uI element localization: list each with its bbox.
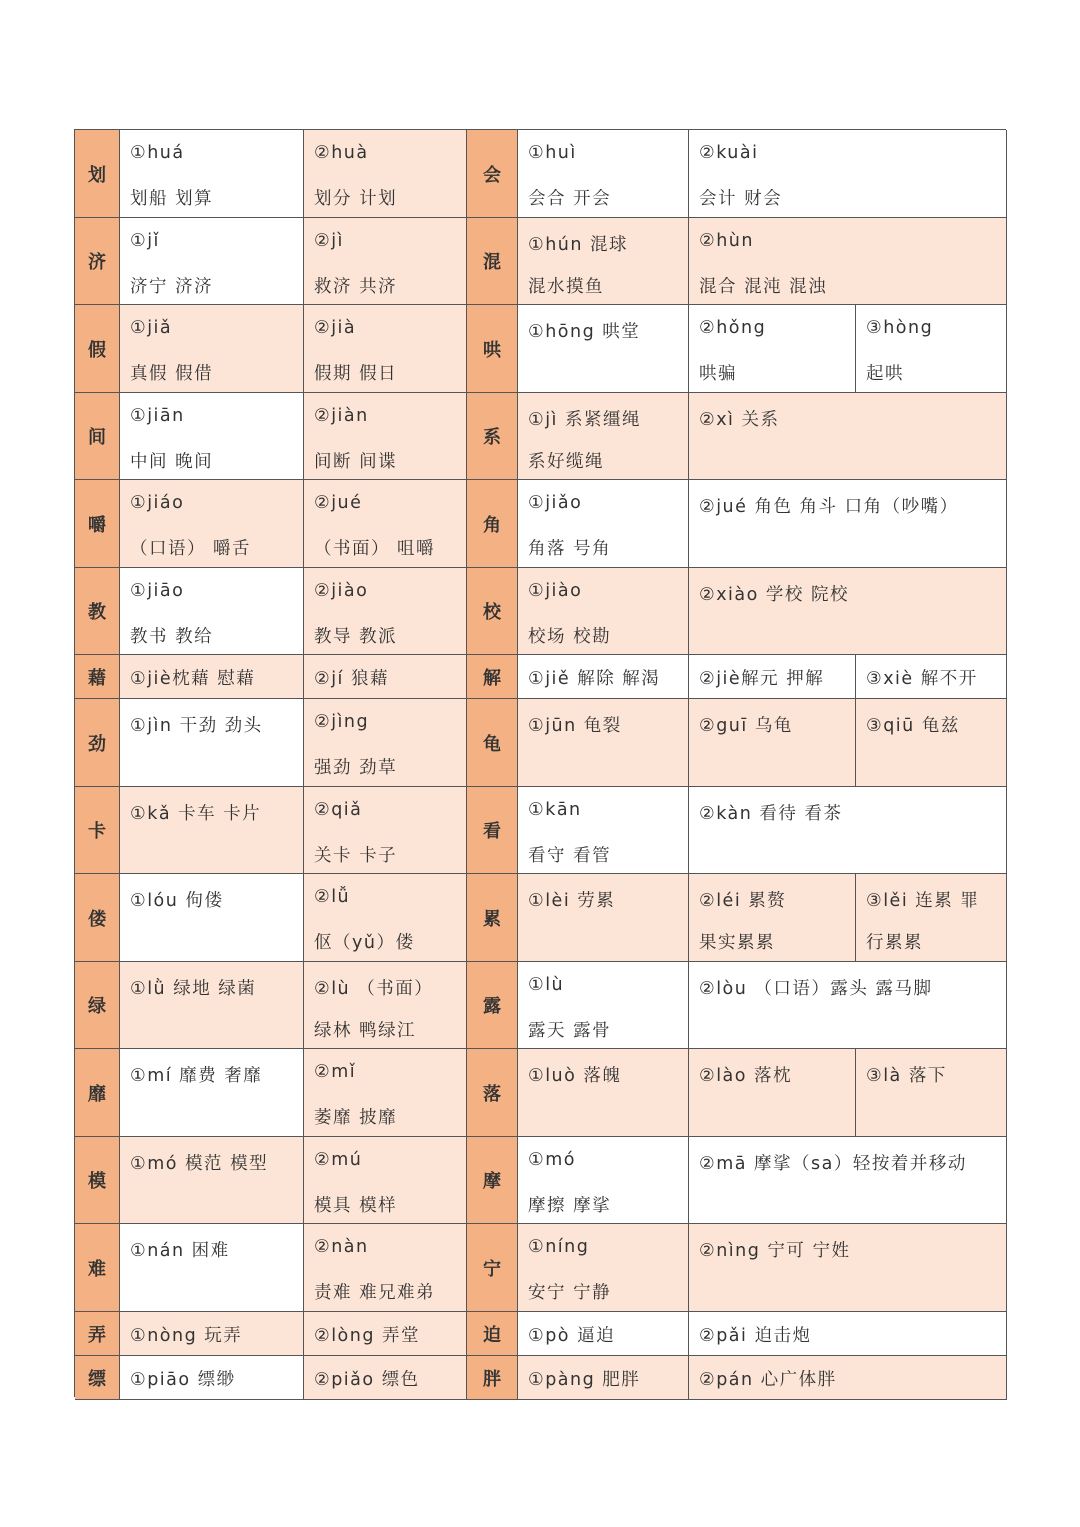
- pinyin-line: ①jiáo: [130, 493, 185, 513]
- pinyin-line: ①jiě 解除 解渴: [528, 669, 661, 689]
- pinyin-line: ②jué: [314, 493, 363, 513]
- entry-cell: [518, 1312, 689, 1356]
- character-header: [467, 568, 518, 655]
- character-label: 偻: [88, 908, 106, 930]
- character-label: 系: [483, 427, 501, 448]
- pinyin-line: ①jiè枕藉 慰藉: [130, 669, 256, 689]
- pinyin-line: ②kàn 看待 看茶: [699, 804, 843, 824]
- character-header: [75, 130, 120, 218]
- pinyin-line: ①lèi 劳累: [528, 891, 616, 911]
- example-words: 关卡 卡子: [314, 846, 398, 866]
- example-words: 摩擦 摩挲: [528, 1196, 612, 1216]
- pinyin-line: ②mā 摩挲（sa）轻按着并移动: [699, 1154, 967, 1174]
- character-header: [75, 787, 120, 874]
- entry-cell: [518, 393, 689, 480]
- pinyin-line: ②lù （书面）: [314, 979, 434, 999]
- character-header: [467, 699, 518, 787]
- character-label: 教: [88, 602, 106, 623]
- entry-cell: [518, 305, 689, 393]
- pinyin-line: ②nàn: [314, 1237, 369, 1257]
- entry-cell: [518, 962, 689, 1049]
- pinyin-line: ①jiān: [130, 406, 185, 426]
- pinyin-line: ①pò 逼迫: [528, 1326, 616, 1346]
- entry-cell: [518, 787, 689, 874]
- entry-cell: [689, 480, 1007, 568]
- character-header: [75, 1224, 120, 1312]
- character-header: [75, 655, 120, 699]
- entry-cell: [120, 1312, 304, 1356]
- pinyin-line: ②nìng 宁可 宁姓: [699, 1241, 851, 1261]
- entry-cell: [304, 305, 467, 393]
- entry-cell: [689, 1312, 1007, 1356]
- character-header: [75, 874, 120, 962]
- entry-cell: [304, 699, 467, 787]
- character-label: 绿: [88, 996, 106, 1017]
- character-label: 累: [483, 908, 501, 930]
- pinyin-line: ②qiǎ: [314, 800, 363, 820]
- pinyin-line: ①piāo 缥缈: [130, 1370, 236, 1390]
- pinyin-line: ①huá: [130, 143, 185, 163]
- entry-cell: [518, 655, 689, 699]
- entry-cell: [120, 699, 304, 787]
- entry-cell: [856, 655, 1007, 699]
- character-label: 划: [88, 164, 106, 186]
- character-header: [467, 305, 518, 393]
- pinyin-line: ②lòu （口语）露头 露马脚: [699, 979, 933, 999]
- pinyin-line: ②lào 落枕: [699, 1066, 793, 1086]
- entry-cell: [304, 218, 467, 305]
- pinyin-line: ①huì: [528, 143, 577, 163]
- character-header: [75, 1356, 120, 1400]
- character-label: 露: [483, 996, 501, 1017]
- pinyin-line: ①jì 系紧缰绳: [528, 410, 641, 430]
- character-header: [75, 568, 120, 655]
- pinyin-line: ②lǚ: [314, 887, 351, 907]
- character-label: 角: [483, 514, 501, 536]
- pinyin-line: ②jì: [314, 231, 344, 251]
- entry-cell: [304, 1137, 467, 1224]
- character-header: [467, 1049, 518, 1137]
- entry-cell: [304, 1356, 467, 1400]
- character-header: [467, 1356, 518, 1400]
- pinyin-line: ②kuài: [699, 143, 759, 163]
- example-words: 混合 混沌 混浊: [699, 277, 828, 297]
- example-words: 露天 露骨: [528, 1021, 612, 1041]
- pinyin-line: ①lóu 佝偻: [130, 891, 224, 911]
- entry-cell: [689, 655, 856, 699]
- entry-cell: [856, 305, 1007, 393]
- example-words: 系好缆绳: [528, 452, 604, 472]
- example-words: 看守 看管: [528, 846, 612, 866]
- character-header: [467, 787, 518, 874]
- character-header: [75, 1049, 120, 1137]
- entry-cell: [689, 305, 856, 393]
- pinyin-line: ②xì 关系: [699, 410, 780, 430]
- character-header: [467, 655, 518, 699]
- character-label: 嚼: [88, 514, 106, 536]
- entry-cell: [120, 1356, 304, 1400]
- pinyin-line: ③lěi 连累 罪: [866, 891, 980, 911]
- entry-cell: [120, 218, 304, 305]
- entry-cell: [518, 1224, 689, 1312]
- entry-cell: [689, 962, 1007, 1049]
- entry-cell: [518, 568, 689, 655]
- character-label: 落: [483, 1083, 501, 1105]
- example-words: 划船 划算: [130, 189, 214, 209]
- example-words: 会计 财会: [699, 189, 783, 209]
- character-header: [75, 218, 120, 305]
- pinyin-line: ①jiǎo: [528, 493, 583, 513]
- example-words: 角落 号角: [528, 539, 612, 559]
- character-label: 劲: [88, 733, 106, 755]
- example-words: （书面） 咀嚼: [314, 539, 436, 559]
- character-label: 假: [88, 339, 106, 361]
- character-header: [75, 1137, 120, 1224]
- example-words: 伛（yǔ）偻: [314, 933, 415, 953]
- entry-cell: [518, 874, 689, 962]
- pinyin-line: ①kān: [528, 800, 582, 820]
- character-header: [75, 962, 120, 1049]
- pinyin-line: ①jūn 龟裂: [528, 716, 622, 736]
- example-words: （口语） 嚼舌: [130, 539, 252, 559]
- entry-cell: [304, 874, 467, 962]
- entry-cell: [120, 393, 304, 480]
- pinyin-line: ①hōng 哄堂: [528, 322, 641, 342]
- example-words: 混水摸鱼: [528, 277, 604, 297]
- character-label: 模: [88, 1171, 106, 1192]
- entry-cell: [518, 480, 689, 568]
- entry-cell: [689, 1049, 856, 1137]
- entry-cell: [518, 218, 689, 305]
- pinyin-line: ①nòng 玩弄: [130, 1326, 243, 1346]
- pinyin-line: ①mó 模范 模型: [130, 1154, 269, 1174]
- pinyin-line: ②hǒng: [699, 318, 767, 338]
- entry-cell: [120, 568, 304, 655]
- pinyin-line: ②jué 角色 角斗 口角（吵嘴）: [699, 497, 959, 517]
- example-words: 强劲 劲草: [314, 758, 398, 778]
- pinyin-line: ①jìn 干劲 劲头: [130, 716, 263, 736]
- pinyin-line: ②hùn: [699, 231, 754, 251]
- pinyin-line: ②piǎo 缥色: [314, 1370, 420, 1390]
- character-label: 哄: [483, 339, 501, 361]
- entry-cell: [689, 218, 1007, 305]
- entry-cell: [518, 1049, 689, 1137]
- character-label: 藉: [88, 667, 106, 689]
- character-label: 解: [483, 667, 501, 689]
- pinyin-line: ③hòng: [866, 318, 934, 338]
- character-label: 弄: [88, 1324, 106, 1346]
- entry-cell: [689, 130, 1007, 218]
- entry-cell: [518, 130, 689, 218]
- character-header: [467, 393, 518, 480]
- character-header: [467, 1224, 518, 1312]
- example-words: 划分 计划: [314, 189, 398, 209]
- character-header: [75, 1312, 120, 1356]
- pinyin-line: ②pán 心广体胖: [699, 1370, 837, 1390]
- entry-cell: [120, 655, 304, 699]
- pinyin-line: ②xiào 学校 院校: [699, 585, 849, 605]
- character-label: 济: [88, 252, 106, 273]
- entry-cell: [304, 1312, 467, 1356]
- entry-cell: [304, 1224, 467, 1312]
- pinyin-line: ③là 落下: [866, 1066, 947, 1086]
- example-words: 教导 教派: [314, 627, 398, 647]
- pinyin-line: ①hún 混球: [528, 235, 629, 255]
- character-label: 校: [483, 602, 501, 623]
- pinyin-line: ②lòng 弄堂: [314, 1326, 421, 1346]
- pinyin-line: ②jìng: [314, 712, 370, 732]
- pinyin-line: ①nán 困难: [130, 1241, 230, 1261]
- example-words: 假期 假日: [314, 364, 398, 384]
- entry-cell: [856, 1049, 1007, 1137]
- entry-cell: [304, 1049, 467, 1137]
- entry-cell: [120, 305, 304, 393]
- entry-cell: [120, 962, 304, 1049]
- character-label: 宁: [483, 1258, 501, 1280]
- entry-cell: [518, 699, 689, 787]
- entry-cell: [304, 655, 467, 699]
- example-words: 责难 难兄难弟: [314, 1283, 436, 1303]
- pinyin-line: ②jiào: [314, 581, 369, 601]
- entry-cell: [689, 1356, 1007, 1400]
- pinyin-line: ①jiǎ: [130, 318, 173, 338]
- entry-cell: [689, 568, 1007, 655]
- entry-cell: [304, 480, 467, 568]
- pinyin-line: ①luò 落魄: [528, 1066, 622, 1086]
- example-words: 间断 间谍: [314, 452, 398, 472]
- pinyin-line: ②jí 狼藉: [314, 669, 389, 689]
- entry-cell: [304, 130, 467, 218]
- character-label: 缥: [88, 1368, 106, 1390]
- pinyin-line: ②huà: [314, 143, 369, 163]
- character-header: [467, 480, 518, 568]
- pinyin-line: ③qiū 龟兹: [866, 716, 960, 736]
- pinyin-line: ①jǐ: [130, 231, 160, 251]
- pinyin-line: ②mú: [314, 1150, 363, 1170]
- example-words: 哄骗: [699, 364, 737, 384]
- entry-cell: [120, 1049, 304, 1137]
- entry-cell: [689, 787, 1007, 874]
- example-words: 模具 模样: [314, 1196, 398, 1216]
- character-label: 迫: [483, 1324, 501, 1346]
- entry-cell: [304, 568, 467, 655]
- pinyin-line: ①mó: [528, 1150, 576, 1170]
- entry-cell: [120, 787, 304, 874]
- entry-cell: [518, 1356, 689, 1400]
- character-label: 摩: [483, 1171, 501, 1192]
- example-words: 绿林 鸭绿江: [314, 1021, 417, 1041]
- example-words: 安宁 宁静: [528, 1283, 612, 1303]
- pinyin-line: ②léi 累赘: [699, 891, 787, 911]
- entry-cell: [304, 962, 467, 1049]
- entry-cell: [120, 480, 304, 568]
- pinyin-line: ①lù: [528, 975, 565, 995]
- example-words: 真假 假借: [130, 364, 214, 384]
- character-label: 会: [483, 164, 501, 186]
- pinyin-line: ①níng: [528, 1237, 590, 1257]
- entry-cell: [304, 787, 467, 874]
- example-words: 萎靡 披靡: [314, 1108, 398, 1128]
- character-label: 看: [483, 821, 501, 842]
- character-label: 混: [483, 252, 501, 273]
- character-header: [75, 305, 120, 393]
- pinyin-line: ②pǎi 迫击炮: [699, 1326, 812, 1346]
- character-label: 靡: [88, 1083, 106, 1105]
- example-words: 起哄: [866, 364, 904, 384]
- character-header: [467, 962, 518, 1049]
- entry-cell: [856, 874, 1007, 962]
- pinyin-line: ①lǜ 绿地 绿菌: [130, 979, 257, 999]
- entry-cell: [689, 874, 856, 962]
- entry-cell: [304, 393, 467, 480]
- entry-cell: [518, 1137, 689, 1224]
- example-words: 会合 开会: [528, 189, 612, 209]
- example-words: 果实累累: [699, 933, 775, 953]
- character-label: 胖: [483, 1368, 501, 1390]
- pinyin-line: ②jià: [314, 318, 357, 338]
- character-header: [467, 874, 518, 962]
- character-label: 龟: [483, 733, 501, 755]
- pinyin-line: ①pàng 肥胖: [528, 1370, 641, 1390]
- character-header: [75, 699, 120, 787]
- example-words: 中间 晚间: [130, 452, 214, 472]
- entry-cell: [689, 699, 856, 787]
- entry-cell: [120, 1224, 304, 1312]
- entry-cell: [689, 1224, 1007, 1312]
- entry-cell: [120, 874, 304, 962]
- pinyin-line: ①jiāo: [130, 581, 185, 601]
- entry-cell: [120, 130, 304, 218]
- example-words: 校场 校勘: [528, 627, 612, 647]
- entry-cell: [689, 393, 1007, 480]
- pinyin-line: ②jiàn: [314, 406, 369, 426]
- polyphone-table: [74, 129, 1006, 1397]
- pinyin-line: ②guī 乌龟: [699, 716, 793, 736]
- entry-cell: [856, 699, 1007, 787]
- pinyin-line: ②mǐ: [314, 1062, 357, 1082]
- entry-cell: [120, 1137, 304, 1224]
- character-label: 卡: [88, 821, 106, 842]
- character-header: [75, 393, 120, 480]
- example-words: 教书 教给: [130, 627, 214, 647]
- example-words: 行累累: [866, 933, 923, 953]
- pinyin-line: ①kǎ 卡车 卡片: [130, 804, 262, 824]
- character-header: [75, 480, 120, 568]
- character-label: 难: [88, 1258, 106, 1280]
- character-header: [467, 1312, 518, 1356]
- pinyin-line: ①mí 靡费 奢靡: [130, 1066, 263, 1086]
- example-words: 救济 共济: [314, 277, 398, 297]
- pinyin-line: ②jiè解元 押解: [699, 669, 825, 689]
- pinyin-line: ①jiào: [528, 581, 583, 601]
- character-label: 间: [88, 427, 106, 448]
- entry-cell: [689, 1137, 1007, 1224]
- character-header: [467, 1137, 518, 1224]
- pinyin-line: ③xiè 解不开: [866, 669, 978, 689]
- character-header: [467, 130, 518, 218]
- example-words: 济宁 济济: [130, 277, 214, 297]
- character-header: [467, 218, 518, 305]
